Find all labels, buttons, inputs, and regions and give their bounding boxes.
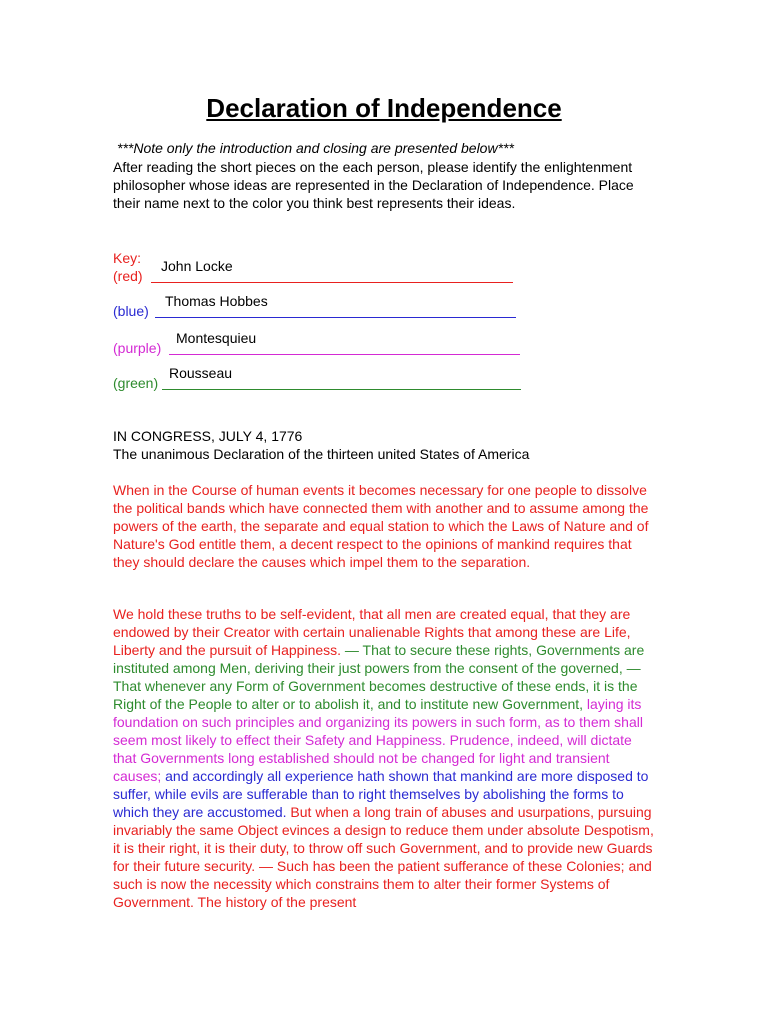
answer-line [162, 389, 521, 390]
key-color-label: (blue) [113, 303, 149, 319]
congress-header [113, 427, 658, 463]
page-title: Declaration of Independence [206, 93, 562, 123]
segment-red: But when a long train of abuses and usurpations, pursuing invariably the same Object evinces a design to reduce them under absolute Despotism, it is their right, it is their duty, to throw off such Government, and to provide new Guards for their future security. — Such has been the patient sufferance of these Colonies; and such is now the necessity which constrains them to alter their former Systems of Government. The history of the present [113, 804, 654, 910]
instructions-text: After reading the short pieces on the each person, please identify the enlightenment philosopher whose ideas are represented in the Declaration of Independence. Place their name next to the color you think best represents their ideas. [113, 159, 634, 211]
key-row-blue [113, 293, 268, 320]
answer-line [151, 282, 513, 283]
key-label: Key: [113, 250, 142, 266]
answer-text: Thomas Hobbes [165, 293, 268, 309]
segment-red: We hold these truths to be self-evident, that all men are created equal, that they are endowed by their Creator with certain unalienable Rights that among these are Life, Liberty and the pursuit of Happiness. [113, 606, 631, 658]
key-row-green [113, 365, 233, 392]
congress-subheading: The unanimous Declaration of the thirteen united States of America [113, 446, 530, 462]
answer-line [155, 317, 516, 318]
answer-text: Montesquieu [176, 330, 257, 346]
paragraph-truths [113, 605, 658, 911]
key-color-label: (green) [113, 375, 159, 391]
segment-purple: laying its foundation on such principles and organizing its powers in such form, as to them shall seem most likely to effect their Safety and Happiness. Prudence, indeed, will dictate that Governments long established should not be changed for light and transient causes; [113, 696, 643, 784]
segment-green: — That to secure these rights, Governments are instituted among Men, deriving their just powers from the consent of the governed, — That whenever any Form of Government becomes destructive of these ends, it is the Right of the People to alter or to abolish it, and to institute new Government, [113, 642, 645, 712]
key-color-label: (red) [113, 268, 143, 284]
answer-text: Rousseau [169, 365, 233, 381]
key-row-purple [113, 330, 257, 357]
segment-blue: and accordingly all experience hath shown that mankind are more disposed to suffer, while evils are sufferable than to right themselves by abolishing the forms to which they are accustomed. [113, 768, 649, 820]
answer-line [169, 354, 520, 355]
note-text: ***Note only the introduction and closing are presented below*** [117, 140, 514, 156]
congress-heading: IN CONGRESS, JULY 4, 1776 [113, 428, 303, 444]
paragraph-introduction: When in the Course of human events it becomes necessary for one people to dissolve the political bands which have connected them with another and to assume among the powers of the earth, the separate and equal station to which the Laws of Nature and of Nature's God entitle them, a decent respect to the opinions of mankind requires that they should declare the causes which impel them to the separation. [113, 482, 649, 570]
key-color-label: (purple) [113, 340, 162, 356]
answer-text: John Locke [161, 258, 233, 274]
